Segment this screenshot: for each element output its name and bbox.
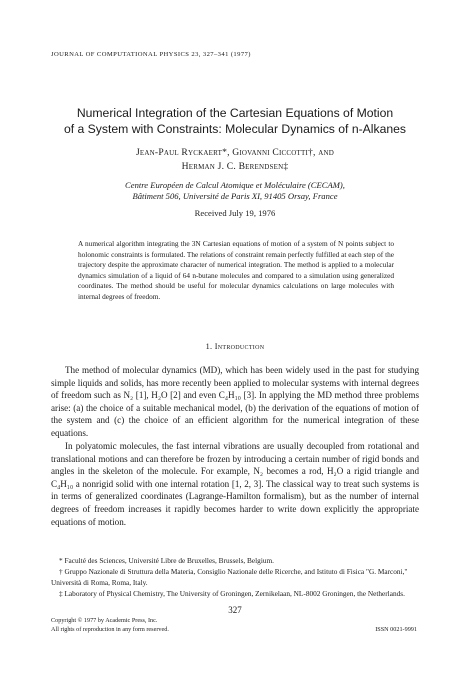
affiliation-line-2: Bâtiment 506, Université de Paris XI, 91405 Orsay, France [132, 191, 338, 201]
section-title: Introduction [214, 342, 265, 351]
received-date: Received July 19, 1976 [194, 208, 276, 218]
footnote-1: * Faculté des Sciences, Université Libre de Bruxelles, Brussels, Belgium. [59, 556, 275, 565]
journal-header: JOURNAL OF COMPUTATIONAL PHYSICS 23, 327–341 (1977) [51, 51, 251, 58]
page-number: 327 [228, 605, 242, 615]
abstract: A numerical algorithm integrating the 3N Cartesian equations of motion of a system of N points subject to holonomic constraints is formulated. The relations of constraint remain perfectly fulfilled at each step of the trajectory despite the approximate character of numerical integration. The method is applied to a molecular dynamics simulation of a liquid of 64 n-butane molecules and compared to a simulation using generalized coordinates. The method should be useful for molecular dynamics calculations on large molecules with internal degrees of freedom. [78, 239, 394, 301]
footnote-2: † Gruppo Nazionale di Struttura della Materia, Consiglio Nazionale delle Ricerche, and Istituto di Fisica "G. Marconi," Università di Roma, Roma, Italy. [51, 567, 408, 587]
affiliation [40, 180, 430, 202]
section-heading [40, 342, 430, 351]
footnotes [51, 556, 419, 600]
authors-line-2: Herman J. C. Berendsen‡ [181, 161, 289, 172]
title-line-1: Numerical Integration of the Cartesian Equations of Motion [76, 106, 394, 120]
title-line-2: of a System with Constraints: Molecular Dynamics of n-Alkanes [63, 122, 407, 136]
article-title [40, 105, 430, 137]
issn: ISSN 0021-9991 [375, 626, 417, 633]
body-paragraph-1 [51, 364, 419, 440]
copyright-line-2: All rights of reproduction in any form reserved. [51, 625, 169, 633]
authors-line-1: Jean-Paul Ryckaert*, Giovanni Ciccotti†, and [136, 147, 334, 158]
affiliation-line-1: Centre Européen de Calcul Atomique et Moléculaire (CECAM), [125, 180, 345, 190]
paragraph-text: In polyatomic molecules, the fast internal vibrations are usually decoupled from rotational and translational motions and can therefore be frozen by introducing a certain number of rigid bonds and angles in the skeleton of the molecule. For example, N₂ becomes a rod, H₂O a rigid triangle and C₄H₁₀ a nonrigid solid with one internal rotation [1, 2, 3]. The classical way to treat such systems is in terms of generalized coordinates (Lagrange-Hamilton formalism), but as the number of internal degrees of freedom increases it rapidly becomes harder to write down explicitly the appropriate equations of motion. [51, 441, 419, 527]
copyright-notice [51, 617, 169, 634]
section-number: 1. [205, 342, 213, 351]
author-list [40, 146, 430, 174]
footnote-3: ‡ Laboratory of Physical Chemistry, The University of Groningen, Zernikelaan, NL-8002 Groningen, the Netherlands. [59, 588, 405, 598]
copyright-line-1: Copyright © 1977 by Academic Press, Inc. [51, 617, 158, 624]
paragraph-text: The method of molecular dynamics (MD), which has been widely used in the past for studying simple liquids and solids, has more recently been applied to molecular systems with internal degrees of freedom such as N₂ [1], H₂O [2] and even C₄H₁₀ [3]. In applying the MD method three problems arise: (a) the choice of a suitable mechanical model, (b) the derivation of the equations of motion of the system and (c) the choice of an efficient algorithm for the numerical integration of these equations. [51, 365, 419, 438]
body-paragraph-2 [51, 440, 419, 528]
